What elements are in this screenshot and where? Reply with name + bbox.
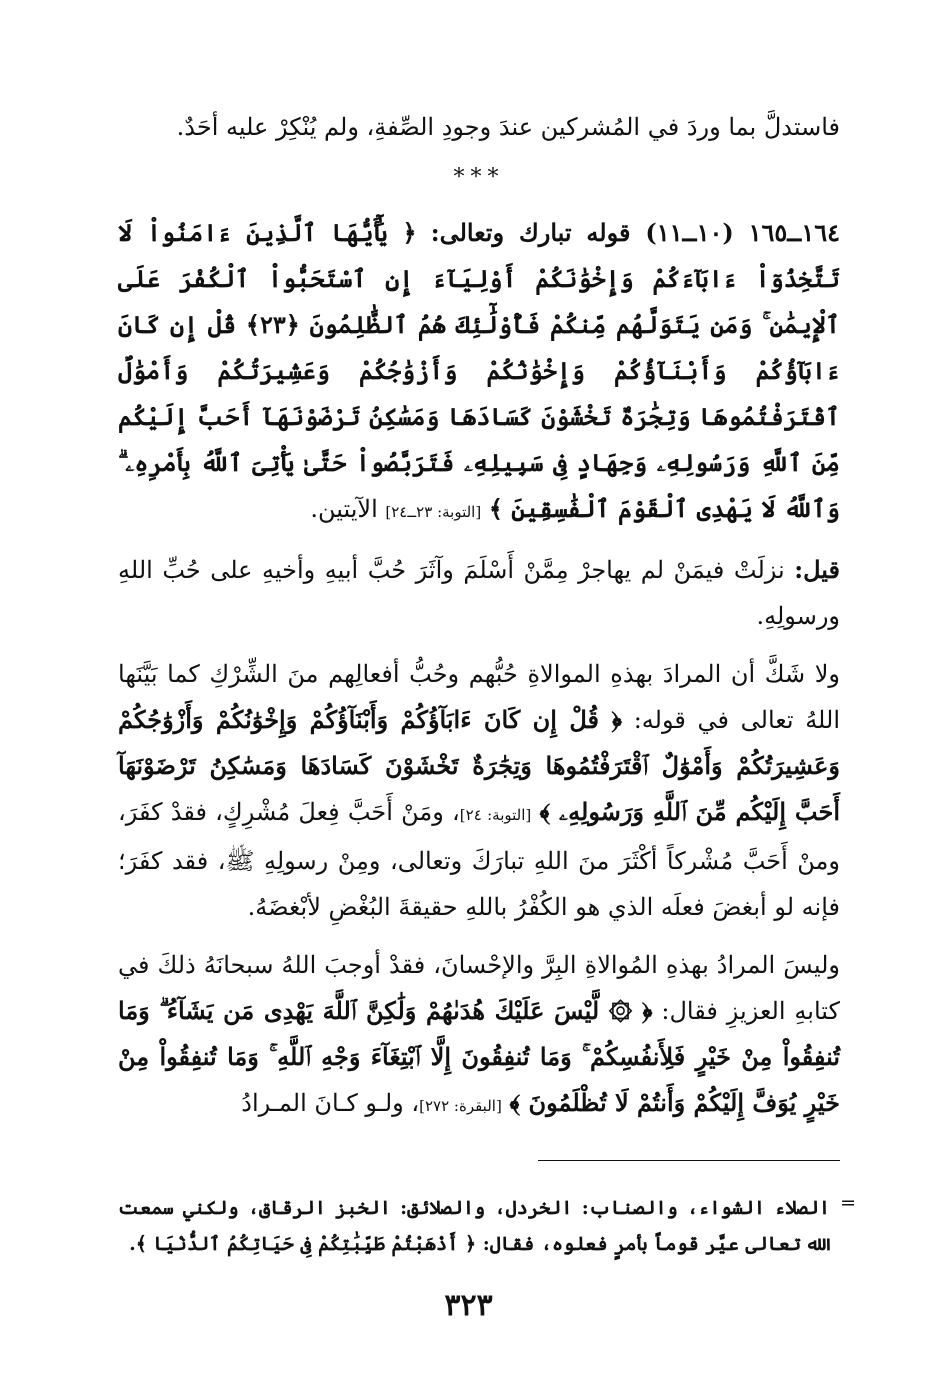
paragraph-4	[118, 942, 840, 1129]
page-body	[118, 104, 840, 1129]
verse-section	[118, 210, 840, 535]
qila-label: قيل:	[794, 555, 840, 584]
verse-reference-3: [البقرة: ٢٧٢]	[419, 1097, 502, 1115]
quran-verse-1: ﴿ يَٰٓأَيُّهَا ٱلَّذِينَ ءَامَنُواْ لَا تَتَّخِذُوٓاْ ءَابَآءَكُمْ وَإِخْوَٰنَكُمْ أَوْلِيَآءَ إِنِ ٱسْتَحَبُّواْ ٱلْكُفْرَ عَلَى ٱلْإِيمَٰنِ ۚ وَمَن يَتَوَلَّهُم مِّنكُمْ فَأُوْلَٰٓئِكَ هُمُ ٱلظَّٰلِمُونَ ﴿٢٣﴾ قُلْ إِن كَانَ ءَابَآؤُكُمْ وَأَبْنَآؤُكُمْ وَإِخْوَٰنُكُمْ وَأَزْوَٰجُكُمْ وَعَشِيرَتُكُمْ وَأَمْوَٰلٌ ٱقْتَرَفْتُمُوهَا وَتِجَٰرَةٌ تَخْشَوْنَ كَسَادَهَا وَمَسَٰكِنُ تَرْضَوْنَهَآ أَحَبَّ إِلَيْكُم مِّنَ ٱللَّهِ وَرَسُولِهِۦ وَجِهَادٍ فِى سَبِيلِهِۦ فَتَرَبَّصُواْ حَتَّىٰ يَأْتِىَ ٱللَّهُ بِأَمْرِهِۦ ۗ وَٱللَّهُ لَا يَهْدِى ٱلْقَوْمَ ٱلْفَٰسِقِينَ ﴾	[118, 218, 840, 523]
footnote-end: .	[129, 1233, 136, 1255]
section-label: ١٦٤ــ١٦٥ (١٠ــ١١) قوله تبارك وتعالى:	[430, 218, 840, 247]
page-number: ٣٢٣	[444, 1288, 493, 1323]
verse-reference-2: [التوبة: ٢٤]	[459, 806, 532, 824]
paragraph-3-rest: ، ومَنْ أَحَبَّ فِعلَ مُشْرِكٍ، فقدْ كفَرَ، ومنْ أَحَبَّ مُشْركاً أكْثَرَ منَ اللهِ تبارَكَ وتعالى، ومِنْ رسولِهِ ﷺ، فقد كفَرَ؛ فإنه لو أبغضَ فعلَه الذي هو الكُفْرُ باللهِ حقيقةَ البُغْضِ لأبْغضَهُ.	[118, 798, 840, 921]
paragraph-1: فاستدلَّ بما وردَ في المُشركين عندَ وجودِ الصِّفةِ، ولم يُنْكِرْ عليه أحَدٌ.	[176, 113, 840, 141]
footnote-continuation-marker: =	[840, 1192, 856, 1214]
paragraph-4-intro: وليسَ المرادُ بهذهِ المُوالاةِ البِرَّ والإحْسانَ، فقدْ أوجبَ اللهُ سبحانَهُ ذلكَ في كتابهِ العزيزِ فقال:	[118, 951, 840, 1025]
quran-verse-2: ﴿ قُلْ إِن كَانَ ءَابَآؤُكُمْ وَأَبْنَآؤُكُمْ وَإِخْوَٰنُكُمْ وَأَزْوَٰجُكُمْ وَعَشِيرَتُكُمْ وَأَمْوَٰلٌ ٱقْتَرَفْتُمُوهَا وَتِجَٰرَةٌ تَخْشَوْنَ كَسَادَهَا وَمَسَٰكِنُ تَرْضَوْنَهَآ أَحَبَّ إِلَيْكُم مِّنَ ٱللَّهِ وَرَسُولِهِۦ ﴾	[118, 705, 840, 826]
paragraph-3	[118, 651, 840, 930]
paragraph-3-intro: ولا شَكَّ أن المرادَ بهذهِ الموالاةِ حُبُّهم وحُبُّ أفعالِهم منَ الشِّرْكِ كما بَيَّنَها اللهُ تعالى في قوله:	[118, 660, 840, 734]
verse-reference-1: [التوبة: ٢٣ــ٢٤]	[385, 503, 482, 521]
footnote-body: الصلاء الشواء، والصناب: الخردل، والصلائق: الخبز الرقاق، ولكني سمعت الله تعالى عيَّر قوماً بأمرٍ فعلوه، فقال:	[118, 1197, 830, 1255]
footnote	[118, 1190, 856, 1262]
footnote-quran: ﴿ أَذْهَبْتُمْ طَيِّبَٰتِكُمْ فِى حَيَاتِكُمُ ٱلدُّنْيَا ﴾	[135, 1233, 477, 1255]
footnote-divider	[538, 1160, 840, 1161]
paragraph-2-text: نزلَتْ فيمَنْ لم يهاجرْ مِمَّنْ أَسْلَمَ وآثَرَ حُبَّ أبيهِ وأخيهِ على حُبِّ اللهِ ورسولِهِ.	[118, 556, 840, 630]
quran-verse-3: ﴿ ۞ لَّيْسَ عَلَيْكَ هُدَىٰهُمْ وَلَٰكِنَّ ٱللَّهَ يَهْدِى مَن يَشَآءُ ۗ وَمَا تُنفِقُواْ مِنْ خَيْرٍ فَلِأَنفُسِكُمْ ۚ وَمَا تُنفِقُونَ إِلَّا ٱبْتِغَآءَ وَجْهِ ٱللَّهِ ۚ وَمَا تُنفِقُواْ مِنْ خَيْرٍ يُوَفَّ إِلَيْكُمْ وَأَنتُمْ لَا تُظْلَمُونَ ﴾	[118, 996, 840, 1117]
footnote-text	[118, 1190, 830, 1262]
section-separator: ***	[453, 165, 505, 190]
paragraph-4-rest: ، ولـو كـانَ المـرادُ	[241, 1089, 420, 1117]
verse-tail-1: الآيتين.	[310, 495, 378, 523]
paragraph-2	[118, 547, 840, 639]
